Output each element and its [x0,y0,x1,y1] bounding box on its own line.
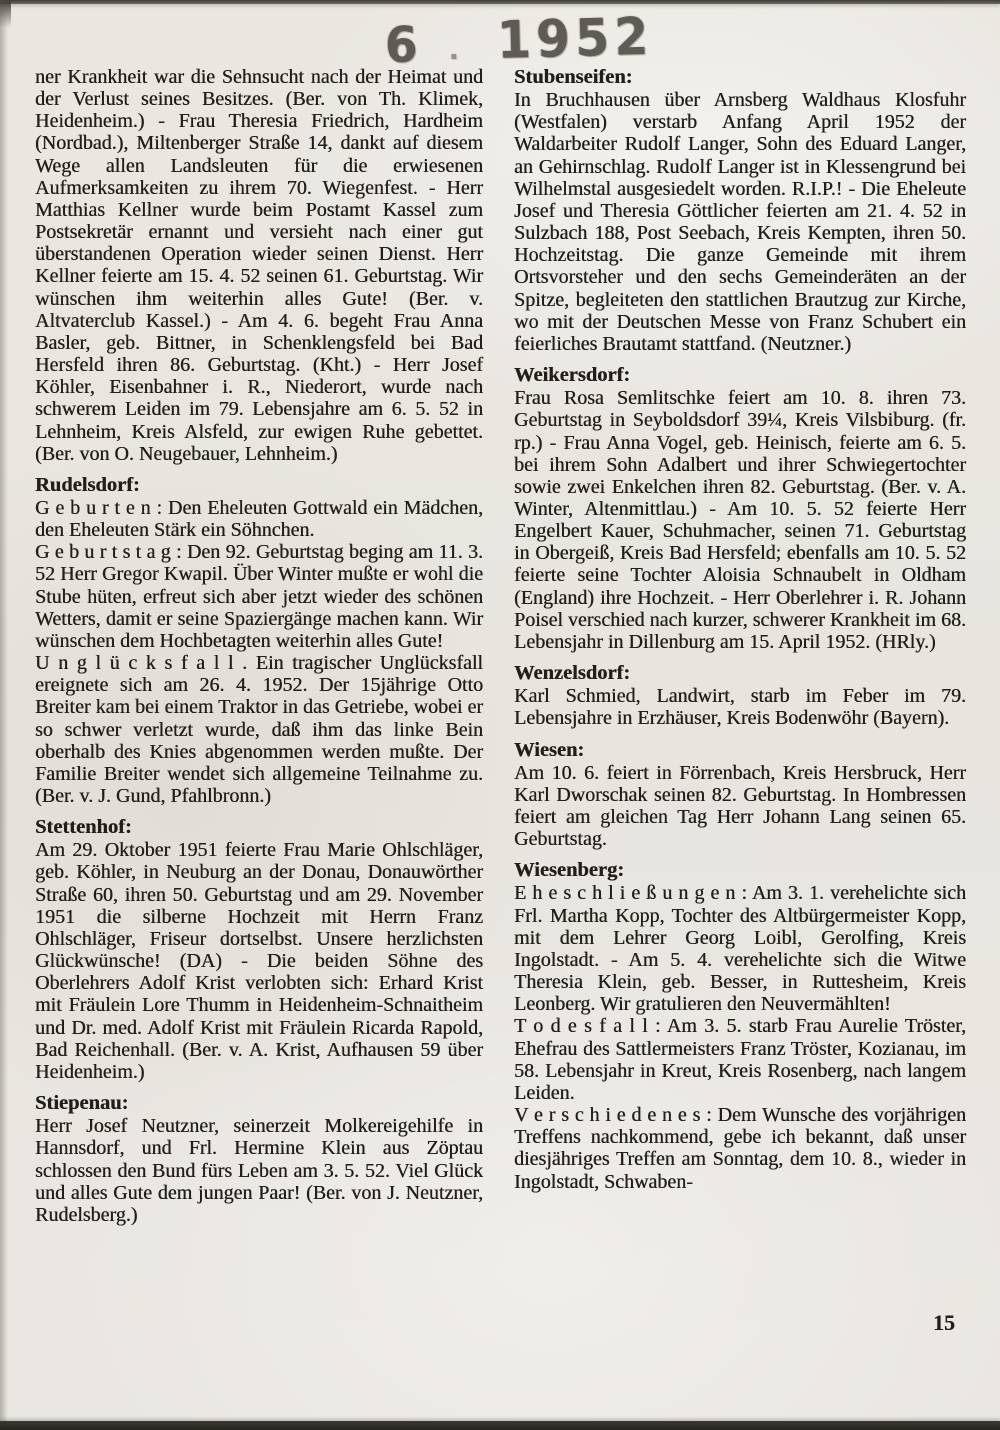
section-heading-wiesenberg: Wiesenberg: [514,859,625,882]
paragraph-rudelsdorf-geburten: G e b u r t e n : Den Eheleuten Gottwald ein Mädchen, den Eheleuten Stärk ein Söhnchen. [35,496,483,542]
paragraph-weikersdorf: Frau Rosa Semlitschke feiert am 10. 8. ihren 73. Geburtstag in Seyboldsdorf 39¼, Kreis Vilsbiburg. (fr. rp.) - Frau Anna Vogel, geb. Heinisch, feierte am 6. 5. bei ihrem Sohn Adalbert und ihrer Schwiegertochter sowie zwei Enkelchen ihren 82. Geburtstag. (Ber. v. A. Winter, Altenmittlau.) - Am 10. 5. 52 feierte Herr Engelbert Kauer, Schuhmacher, seinen 71. Geburtstag in Obergeiß, Kreis Bad Hersfeld; ebenfalls am 10. 5. 52 feierte seine Tochter Aloisia Schnaubelt in Oldham (England) ihre Hochzeit. - Herr Oberlehrer i. R. Johann Poisel verschied nach kurzer, schwerer Krankheit im 68. Lebensjahr in Dillenburg am 15. April 1952. (HRly.) [514,387,966,653]
section-heading-rudelsdorf: Rudelsdorf: [35,473,140,496]
paragraph-wenzelsdorf: Karl Schmied, Landwirt, starb im Feber im 79. Lebensjahre in Erzhäuser, Kreis Bodenwöhr (Bayern). [514,685,966,730]
paragraph-rudelsdorf-geburtstag: G e b u r t s t a g : Den 92. Geburtstag beging am 11. 3. 52 Herr Gregor Kwapil. Über Winter mußte er wohl die Stube hüten, erfreut sich aber jetzt wieder des schönen Wetters, damit er seine Spaziergänge machen kann. Wir wünschen dem Hochbetagten weiterhin alles Gute! [35,541,483,652]
paragraph-wiesenberg-verschiedenes: V e r s c h i e d e n e s : Dem Wunsche des vorjährigen Treffens nachkommend, gebe ich bekannt, daß unser diesjähriges Treffen am Sonntag, dem 10. 8., wieder in Ingolstadt, Schwaben- [514,1104,966,1193]
stamp-issue-number: 6 [384,16,419,75]
paragraph-continuation: ner Krankheit war die Sehnsucht nach der Heimat und der Verlust seines Besitzes. (Ber. von Th. Klimek, Heidenheim.) - Frau Theresia Friedrich, Hardheim (Nordbad.), Miltenberger Straße 14, dankt auf diesem Wege allen Landsleuten für die erwiesenen Aufmerksamkeiten zu ihrem 70. Wiegenfest. - Herr Matthias Kellner wurde beim Postamt Kassel zum Postsekretär ernannt und versieht nach einer gut überstandenen Operation wieder seinen Dienst. Herr Kellner feierte am 15. 4. 52 seinen 61. Geburtstag. Wir wünschen ihm weiterhin alles Gute! (Ber. v. Altvaterclub Kassel.) - Am 4. 6. begeht Frau Anna Basler, geb. Bittner, in Schenklengsfeld bei Bad Hersfeld ihren 86. Geburtstag. (Kht.) - Herr Josef Köhler, Eisenbahner i. R., Niederort, wurde nach schwerem Leiden im 79. Lebensjahre am 6. 5. 52 in Lehnheim, Kreis Alsfeld, zur ewigen Ruhe gebettet. (Ber. von O. Neugebauer, Lehnheim.) [35,66,483,465]
paragraph-stettenhof: Am 29. Oktober 1951 feierte Frau Marie Ohlschläger, geb. Köhler, in Neuburg an der Donau, Donauwörther Straße 60, ihren 50. Geburtstag und am 29. November 1951 die silberne Hochzeit mit Herrn Franz Ohlschläger, Friseur dortselbst. Unsere herzlichsten Glückwünsche! (DA) - Die beiden Söhne des Oberlehrers Adolf Krist verlobten sich: Erhard Krist mit Fräulein Lore Thumm in Heidenheim-Schnaitheim und Dr. med. Adolf Krist mit Fräulein Ricarda Rapold, Bad Reichenhall. (Ber. v. A. Krist, Aufhausen 59 über Heidenheim.) [35,839,483,1083]
section-heading-weikersdorf: Weikersdorf: [514,364,631,387]
paragraph-wiesenberg-eheschliessungen: E h e s c h l i e ß u n g e n : Am 3. 1. verehelichte sich Frl. Martha Kopp, Tochter des Altbürgermeister Kopp, mit dem Lehrer Georg Loibl, Gerolfing, Kreis Ingolstadt. - Am 5. 4. verehelichte sich die Witwe Theresia Klein, geb. Besser, in Ruttesheim, Kreis Leonberg. Wir gratulieren den Neuvermählten! [514,882,966,1016]
section-heading-wenzelsdorf: Wenzelsdorf: [514,662,631,685]
paragraph-wiesenberg-todesfall: T o d e s f a l l : Am 3. 5. starb Frau Aurelie Tröster, Ehefrau des Sattlermeisters Franz Tröster, Kozianau, im 58. Lebensjahr in Kreut, Kreis Rosenberg, nach langem Leiden. [514,1015,966,1104]
page-number: 15 [933,1310,955,1335]
section-heading-wiesen: Wiesen: [514,738,585,761]
right-column [514,66,966,1193]
section-heading-stiepenau: Stiepenau: [35,1092,129,1115]
paragraph-stubenseifen: In Bruchhausen über Arnsberg Waldhaus Klosfuhr (Westfalen) verstarb Anfang April 1952 der Waldarbeiter Rudolf Langer, Sohn des Eduard Langer, an Gehirnschlag. Rudolf Langer ist in Klessengrund bei Wilhelmstal ausgesiedelt worden. R.I.P.! - Die Eheleute Josef und Theresia Göttlicher feierten am 21. 4. 52 in Sulzbach 188, Post Seebach, Kreis Kempten, ihren 50. Hochzeitstag. Die ganze Gemeinde mit ihrem Ortsvorsteher und den sechs Gemeinderäten an der Spitze, begleiteten den stattlichen Brautzug zur Kirche, wo mit der Deutschen Messe von Franz Schubert ein feierliches Brautamt stattfand. (Neutzner.) [514,89,966,355]
stamp-year: 1952 [496,6,655,71]
scan-edge-bottom [0,1421,1000,1430]
left-column [35,66,483,1226]
paragraph-rudelsdorf-ungluecksfall: U n g l ü c k s f a l l . Ein tragischer Unglücksfall ereignete sich am 26. 4. 1952. Der 15jährige Otto Breiter kam bei einem Traktor in das Getriebe, wobei er so schwer verletzt wurde, daß ihm das linke Bein oberhalb des Knies abgenommen werden mußte. Der Familie Breiter wendet sich allgemeine Teilnahme zu. (Ber. v. J. Gund, Pfahlbronn.) [35,652,483,807]
section-heading-stettenhof: Stettenhof: [35,816,132,839]
paragraph-wiesen: Am 10. 6. feiert in Förrenbach, Kreis Hersbruck, Herr Karl Dworschak seinen 82. Geburtstag. In Hombressen feiert am gleichen Tag Herr Johann Lang seinen 65. Geburtstag. [514,761,966,851]
section-heading-stubenseifen: Stubenseifen: [514,66,633,88]
paragraph-stiepenau: Herr Josef Neutzner, seinerzeit Molkereigehilfe in Hannsdorf, und Frl. Hermine Klein aus Zöptau schlossen den Bund fürs Leben am 3. 5. 52. Viel Glück und alles Gute dem jungen Paar! (Ber. von J. Neutzner, Rudelsberg.) [35,1115,483,1226]
stamp-dot: . [449,36,459,66]
scan-edge-left [0,0,8,1430]
